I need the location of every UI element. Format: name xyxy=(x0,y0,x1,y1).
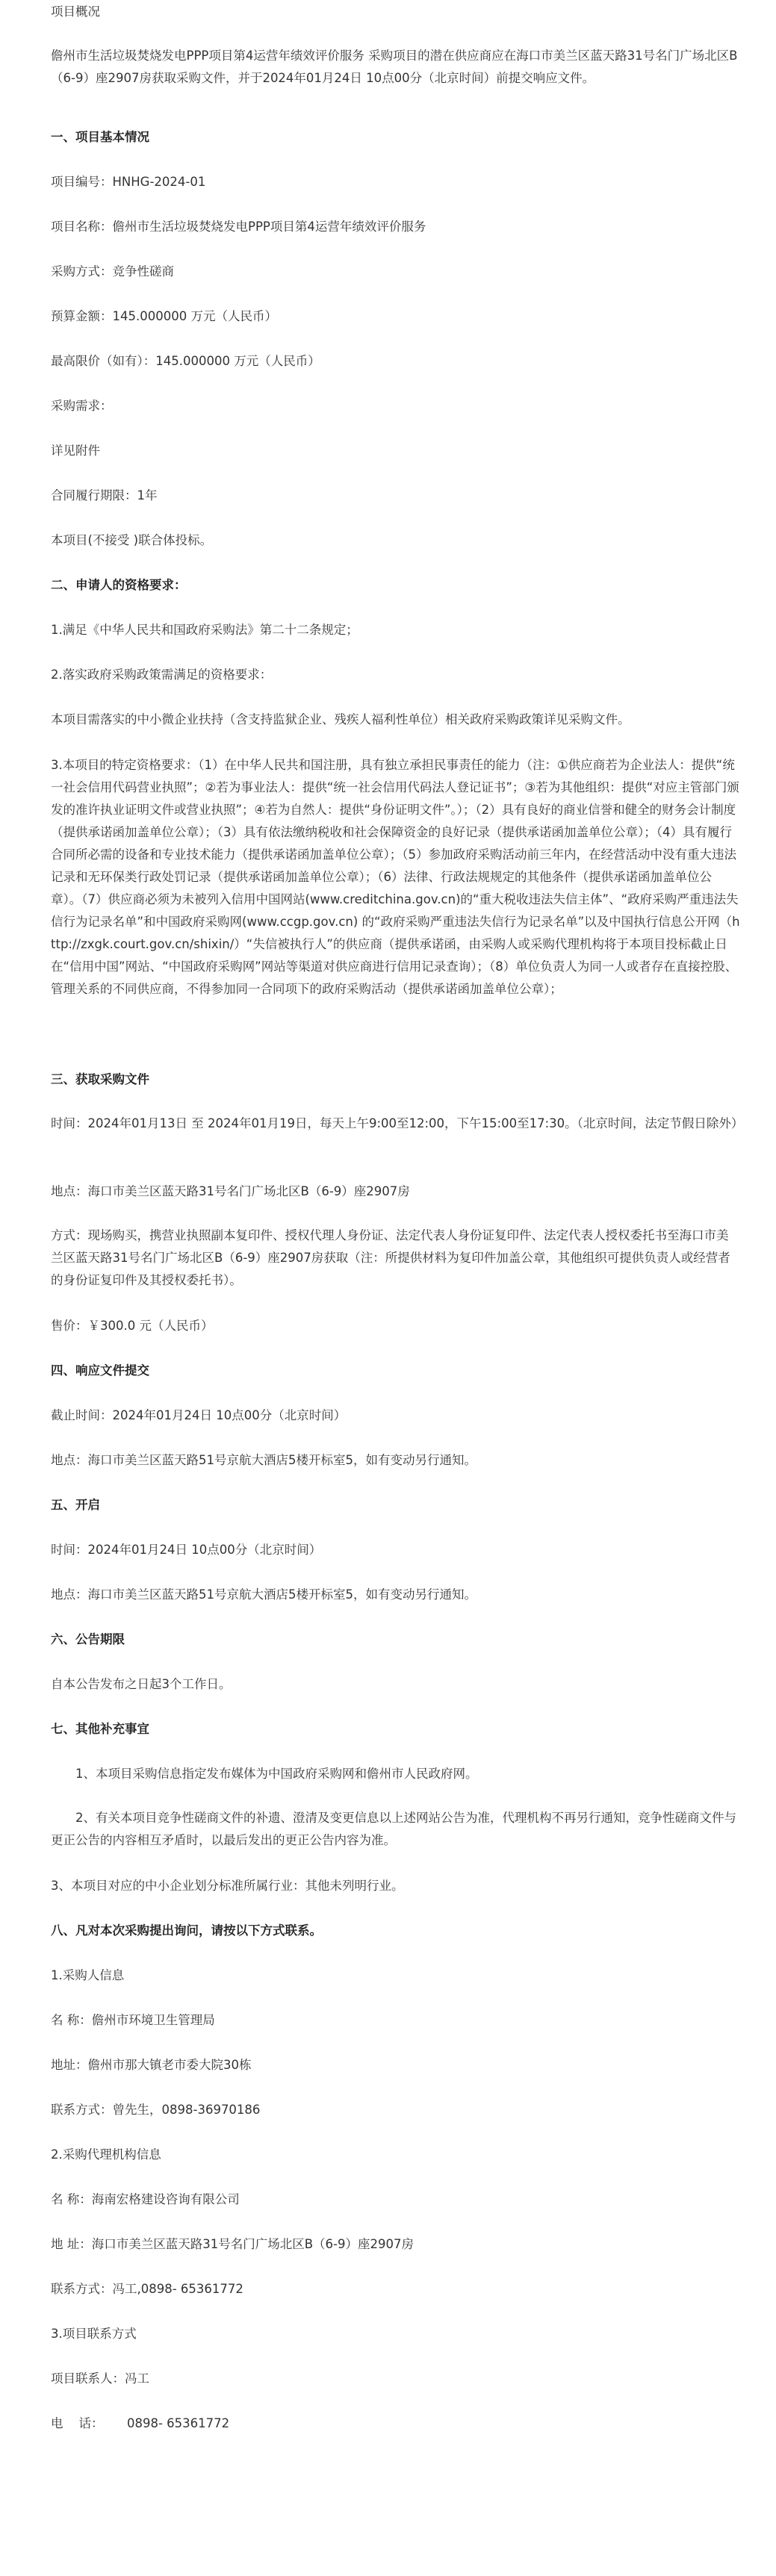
get-doc-place: 地点：海口市美兰区蓝天路31号名门广场北区B（6-9）座2907房 xyxy=(51,1184,410,1198)
purchaser-contact: 联系方式：曾先生，0898-36970186 xyxy=(51,2103,261,2117)
agency-address: 地 址：海口市美兰区蓝天路31号名门广场北区B（6-9）座2907房 xyxy=(51,2237,415,2251)
section-1-heading: 一、项目基本情况 xyxy=(51,130,149,144)
submit-place: 地点：海口市美兰区蓝天路51号京航大酒店5楼开标室5，如有变动另行通知。 xyxy=(51,1453,477,1467)
requirement-3: 3.本项目的特定资格要求：（1）在中华人民共和国注册，具有独立承担民事责任的能力（注：①供应商若为企业法人：提供“统一社会信用代码营业执照”；②若为事业法人：提供“统一社会信用代码法人登记证书”；③若为其他组织：提供“对应主管部门颁发的准许执业证明文件或营业执照”；④若为自然人：提供“身份证明文件”。）；（2）具有良好的商业信誉和健全的财务会计制度（提供承诺函加盖单位公章）；（3）具有依法缴纳税收和社会保障资金的良好记录（提供承诺函加盖单位公章）；（4）具有履行合同所必需的设备和专业技术能力（提供承诺函加盖单位公章）；（5）参加政府采购活动前三年内，在经营活动中没有重大违法记录和无环保类行政处罚记录（提供承诺函加盖单位公章）；（6）法律、行政法规规定的其他条件（提供承诺函加盖单位公章）。（7）供应商必须为未被列入信用中国网站(www.creditchina.gov.cn)的“重大税收违法失信主体”、“政府采购严重违法失信行为记录名单”和中国政府采购网(www.ccgp.gov.cn) 的“政府采购严重违法失信行为记录名单”以及中国执行信息公开网（http://zxgk.court.gov.cn/shixin/）“失信被执行人”的供应商（提供承诺函，由采购人或采购代理机构将于本项目投标截止日在“信用中国”网站、“中国政府采购网”网站等渠道对供应商进行信用记录查询）；（8）单位负责人为同一人或者存在直接控股、管理关系的不同供应商，不得参加同一合同项下的政府采购活动（提供承诺函加盖单位公章）； xyxy=(51,758,740,996)
requirement-2: 2.落实政府采购政策需满足的资格要求： xyxy=(51,668,273,682)
get-doc-time: 时间：2024年01月13日 至 2024年01月19日，每天上午9:00至12:00，下午15:00至17:30。（北京时间，法定节假日除外） xyxy=(51,1116,744,1130)
demand-value: 详见附件 xyxy=(51,444,100,458)
max-price: 最高限价（如有）：145.000000 万元（人民币） xyxy=(51,354,320,368)
supplement-3: 3、本项目对应的中小企业划分标准所属行业：其他未列明行业。 xyxy=(51,1879,404,1893)
notice-period: 自本公告发布之日起3个工作日。 xyxy=(51,1677,232,1691)
get-doc-method: 方式：现场购买，携营业执照副本复印件、授权代理人身份证、法定代表人身份证复印件、法定代表人授权委托书至海口市美兰区蓝天路31号名门广场北区B（6-9）座2907房获取（注：所提供材料为复印件加盖公章，其他组织可提供负责人或经营者的身份证复印件及其授权委托书）。 xyxy=(51,1228,730,1287)
project-contact-person: 项目联系人：冯工 xyxy=(51,2371,149,2386)
purchase-method: 采购方式：竞争性磋商 xyxy=(51,264,174,279)
contract-period: 合同履行期限：1年 xyxy=(51,488,158,503)
consortium-note: 本项目(不接受 )联合体投标。 xyxy=(51,533,213,547)
purchaser-name: 名 称：儋州市环境卫生管理局 xyxy=(51,2013,215,2027)
section-8-heading: 八、凡对本次采购提出询问，请按以下方式联系。 xyxy=(51,1923,322,1938)
section-7-heading: 七、其他补充事宜 xyxy=(51,1722,149,1736)
project-contact-phone: 电 话： 0898- 65361772 xyxy=(51,2416,230,2430)
project-name: 项目名称：儋州市生活垃圾焚烧发电PPP项目第4运营年绩效评价服务 xyxy=(51,220,426,234)
supplement-2: 2、有关本项目竞争性磋商文件的补遗、澄清及变更信息以上述网站公告为准，代理机构不再另行通知，竞争性磋商文件与更正公告的内容相互矛盾时，以最后发出的更正公告内容为准。 xyxy=(51,1811,736,1847)
agency-name: 名 称：海南宏格建设咨询有限公司 xyxy=(51,2192,240,2206)
agency-title: 2.采购代理机构信息 xyxy=(51,2147,161,2162)
section-3-heading: 三、获取采购文件 xyxy=(51,1072,149,1086)
demand-label: 采购需求： xyxy=(51,399,113,413)
project-number: 项目编号：HNHG-2024-01 xyxy=(51,175,206,189)
section-2-heading: 二、申请人的资格要求： xyxy=(51,578,187,592)
section-5-heading: 五、开启 xyxy=(51,1498,100,1512)
section-4-heading: 四、响应文件提交 xyxy=(51,1363,149,1378)
open-place: 地点：海口市美兰区蓝天路51号京航大酒店5楼开标室5，如有变动另行通知。 xyxy=(51,1587,477,1602)
requirement-1: 1.满足《中华人民共和国政府采购法》第二十二条规定； xyxy=(51,623,358,637)
get-doc-price: 售价：￥300.0 元（人民币） xyxy=(51,1319,214,1333)
overview-title: 项目概况 xyxy=(51,4,100,19)
open-time: 时间：2024年01月24日 10点00分（北京时间） xyxy=(51,1543,322,1557)
section-6-heading: 六、公告期限 xyxy=(51,1632,125,1646)
budget-amount: 预算金额：145.000000 万元（人民币） xyxy=(51,309,277,323)
submit-deadline: 截止时间：2024年01月24日 10点00分（北京时间） xyxy=(51,1408,347,1422)
requirement-2-detail: 本项目需落实的中小微企业扶持（含支持监狱企业、残疾人福利性单位）相关政府采购政策详见采购文件。 xyxy=(51,712,630,727)
project-contact-title: 3.项目联系方式 xyxy=(51,2327,137,2341)
purchaser-title: 1.采购人信息 xyxy=(51,1968,125,1982)
agency-contact: 联系方式：冯工,0898- 65361772 xyxy=(51,2282,243,2296)
overview-body: 儋州市生活垃圾焚烧发电PPP项目第4运营年绩效评价服务 采购项目的潜在供应商应在海口市美兰区蓝天路31号名门广场北区B（6-9）座2907房获取采购文件，并于2024年01月24日 10点00分（北京时间）前提交响应文件。 xyxy=(51,49,738,85)
supplement-1: 1、本项目采购信息指定发布媒体为中国政府采购网和儋州市人民政府网。 xyxy=(75,1767,478,1781)
purchaser-address: 地址：儋州市那大镇老市委大院30栋 xyxy=(51,2058,252,2072)
